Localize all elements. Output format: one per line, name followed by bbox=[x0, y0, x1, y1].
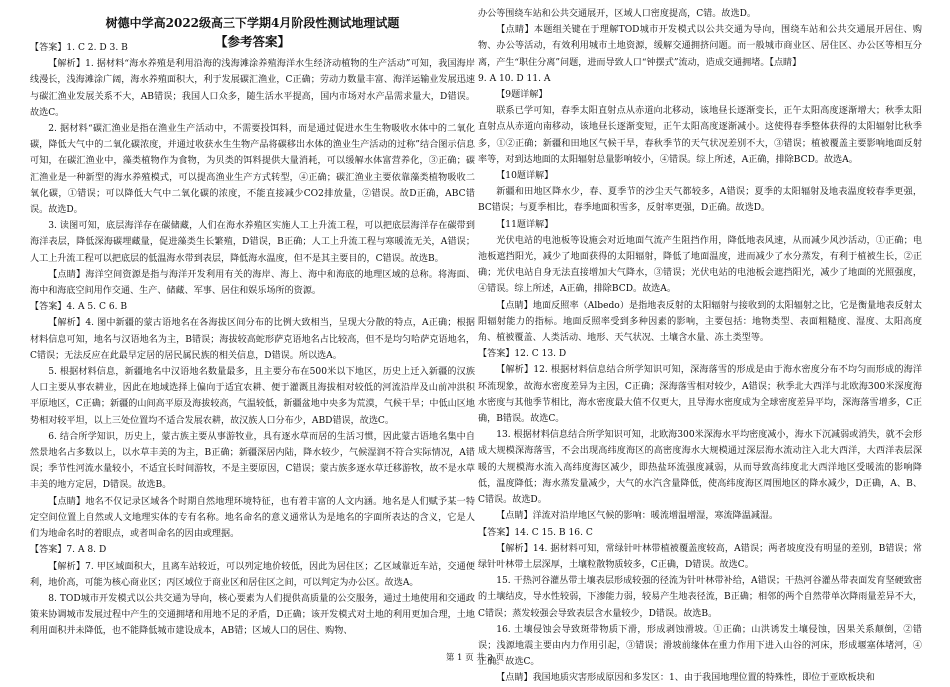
analysis-paragraph: 光伏电站的电池板等设施会对近地面气流产生阻挡作用，降低地表风速，从而减少风沙活动，①正确；电池板遮挡阳光，减少了地面获得的太阳辐射，降低了地面温度，进而减少了水分蒸发，有利于植被生长，②正确；光伏电站自身无法直接增加大气降水，③错误；光伏电站的电池板会遮挡阳光，减少了地面的光照强度，④错误。综上所述，A正确，排除BCD。故选A。 bbox=[478, 235, 922, 295]
tip-paragraph: 【点睛】海洋空间资源是指与海洋开发利用有关的海岸、海上、海中和海底的地理区域的总称。将海面、海中和海底空间用作交通、生产、储藏、军事、居住和娱乐场所的资源。 bbox=[30, 269, 475, 297]
section-heading: 【11题详解】 bbox=[496, 219, 554, 230]
analysis-paragraph: 【解析】12. 根据材料信息结合所学知识可知，深海落雪的形成是由于海水密度分布不均匀而形成的海洋环流现象，故海水密度差异为主因，C正确；深海落雪相对较少，A错误；秋季北大西洋与北欧海300米深度海水密度与其他季节相比，海水密度最大值不仅更大，且导海水密度成为全球密度差异平均，深海落雪增多，C正确，B错误。故选C。 bbox=[478, 365, 922, 425]
analysis-paragraph: 新疆和田地区降水少，春、夏季节的沙尘天气都较多，A错误；夏季的太阳辐射及地表温度较春季更强，BC错误；与夏季相比，春季地面积雪多，反射率更强，D正确。故选D。 bbox=[478, 187, 922, 214]
analysis-paragraph: 联系已学可知，春季太阳直射点从赤道向北移动，该地昼长逐渐变长，正午太阳高度逐渐增大；秋季太阳直射点从赤道向南移动，该地昼长逐渐变短，正午太阳高度逐渐减小。这使得春季整体获得的太阳辐射比秋季多，①②正确；新疆和田地区气候干旱，春秋季节的天气状况差别不大，③错误；植被覆盖主要影响地面反射率等，对到达地面的太阳辐射总量影响较小，④错误。综上所述，A正确，排除BCD。故选A。 bbox=[478, 106, 922, 165]
analysis-paragraph: 13. 根据材料信息结合所学知识可知，北欧海300米深海水平均密度减小，海水下沉减弱或消失，就不会形成大规模深海落雪，不会出现高纬度海区的高密度海水大规模通过深层海水流动注入北大西洋，大西洋表层深暖的大规模海水流入高纬度海区减少，即热盐环流强度减弱，从而导致高纬度北大西洋地区受暖流的影响降低，温度降低；海水蒸发量减少，大气的水汽含量降低，使高纬度海区周围地区的降水减少，D正确，A、B、C错误。故选D。 bbox=[478, 430, 922, 506]
answer-line: 9. A 10. D 11. A bbox=[478, 73, 551, 84]
analysis-paragraph: 【解析】14. 据材料可知，常绿针叶林带植被覆盖度较高，A错误；两者坡度没有明显的差别，B错误；常绿针叶林带土层深厚，土壤粒散物质较多，C正确，D错误。故选C。 bbox=[478, 543, 922, 570]
tip-paragraph: 【点睛】本题组关键在于理解TOD城市开发模式以公共交通为导向，围绕车站和公共交通展开居住、购物、办公等活动，有效利用城市土地资源，缓解交通拥挤问题。而一般城市商业区、居住区、办公区等相互分离，产生“职住分离”问题，进而导致人口“钟摆式”流动，造成交通拥堵。【点睛】 bbox=[478, 25, 922, 68]
section-heading: 【9题详解】 bbox=[496, 90, 548, 101]
analysis-paragraph: 2. 据材料“碳汇渔业是指在渔业生产活动中，不需要投饵料，而是通过促进水生生物吸收水体中的二氧化碳，降低大气中的二氧化碳浓度，并通过收获水生生物产品将碳移出水体的渔业生产活动的过称”结合图示信息可知，在碳汇渔业中，藻类植物作为食物，为贝类的饵料提供大量消耗，可以缓解水体富营养化，③正确；碳汇渔业是一种新型的海水养殖模式，可以提高渔业生产方式转型，④正确；碳汇渔业主要依靠藻类植物吸收二氧化碳，①错误；可以降低大气中二氧化碳的浓度，不能直接减少CO2排放量，②错误。故D正确，ABC错误。故选D。 bbox=[30, 124, 475, 216]
analysis-paragraph: 3. 读图可知，底层海洋存在碳储藏，人们在海水养殖区实施人工上升流工程，可以把底层海洋存在碳带到海洋表层，降低深海碳埋藏量，促进藻类生长繁殖，D错误，B正确；人工上升流工程与寒暖流无关，A错误；人工上升流工程可以把底层的低温海水带到表层，降低海水温度，但不是其主要目的，C错误。故选B。 bbox=[30, 221, 475, 264]
analysis-paragraph: 8. TOD城市开发模式以公共交通为导向，核心要素为人们提供高质量的公交服务，通过土地使用和交通政策来协调城市发展过程中产生的交通拥堵和用地不足的矛盾，D正确；该开发模式对土地的利用更加合理，土地利用面积并未降低，也不能降低城市建设成本，AB错；区域人口的居住、购物、 bbox=[30, 593, 475, 637]
tip-paragraph: 【点睛】地名不仅记录区域各个时期自然地理环境特征，也有着丰富的人文内涵。地名是人们赋予某一特定空间位置上自然或人文地理实体的专有名称。地名命名的意义通常认为是地名的字面所表达的含义，它是人们为地命名时的着眼点，或者叫命名的因由或理据。 bbox=[30, 496, 475, 540]
tip-paragraph: 【点睛】洋流对沿岸地区气候的影响：暖流增温增湿，寒流降温减湿。 bbox=[496, 511, 779, 522]
answer-line: 【答案】1. C 2. D 3. B bbox=[30, 43, 128, 53]
analysis-paragraph: 6. 结合所学知识，历史上，蒙古族主要从事游牧业，具有逐水草而居的生活习惯，因此蒙古语地名集中自然景地名占多数以上，以水草丰美的为主，B正确；新疆深居内陆，降水较少，气候湿润不符合实际情况，A错误；季节性河流水量较小，不适宜长时间游牧，不是主要原因，C错误；蒙古族多逐水草迁移游牧，故不是水草丰美的地方定居，D错误。故选B。 bbox=[30, 431, 475, 491]
right-column bbox=[478, 6, 922, 684]
analysis-paragraph: 5. 根据材料信息，新疆地名中汉语地名数量最多，且主要分布在500米以下地区，历史上迁入新疆的汉族人口主要从事农耕业，因此在地域选择上偏向于适宜农耕、便于灌溉且海拔相对较低的河流沿岸及山前冲洪积平原地区，C正确；新疆的山间高平原及海拔较高，气温较低，新疆盆地中央多为荒漠，气候干旱；中低山区地势相对较平坦，以上三处位置均不适合发展农耕，故汉族人口分布少，ABD错误，故选C。 bbox=[30, 367, 475, 426]
tip-paragraph: 【点睛】我国地质灾害形成原因和多发区：1、由于我国地理位置的特殊性，即位于亚欧板块和 bbox=[496, 673, 875, 684]
analysis-paragraph: 【解析】4. 图中新疆的蒙古语地名在各海拔区间分布的比例大致相当，呈现大分散的特点，A正确；根据材料信息可知，地名与汉语地名为主，B错误；海拔较高蛇形萨克语地名占比较高，但不是均匀哈萨克语地名，C错误；无法反应在此最早定居的居民属民族的相关信息，D错误。所以选A。 bbox=[30, 318, 475, 361]
page-footer: 第 1 页 共 2 页 bbox=[445, 653, 505, 663]
left-column bbox=[30, 40, 475, 640]
answer-line: 【答案】12. C 13. D bbox=[478, 349, 567, 360]
tip-paragraph: 【点睛】地面反照率（Albedo）是指地表反射的太阳辐射与接收到的太阳辐射之比，它是衡量地表反射太阳辐射能力的指标。地面反照率受到多种因素的影响，主要包括：地物类型、表面粗糙度、湿度、太阳高度角、植被覆盖、人类活动、地形、天气状况、土壤含水量、冻土类型等。 bbox=[478, 300, 922, 344]
answer-key-heading: 【参考答案】 bbox=[214, 34, 290, 49]
analysis-paragraph: 16. 土壤侵蚀会导致斑带物质下滑，形成剥蚀滑坡。①正确；山洪诱发土壤侵蚀，因果关系颠倒，②错误；浅源地震主要由内力作用引起，③错误；滑坡前缘体在重力作用下进入山谷的河床，形成堰塞体堵河，④正确。故选C。 bbox=[478, 624, 922, 668]
section-heading: 【10题详解】 bbox=[496, 171, 554, 182]
answer-line: 【答案】14. C 15. B 16. C bbox=[478, 527, 593, 538]
analysis-paragraph: 办公等围绕车站和公共交通展开，区域人口密度提高，C错。故选D。 bbox=[478, 9, 756, 19]
analysis-paragraph: 15. 干热河谷灌丛带土壤表层形成较强的径流为针叶林带补给，A错误；干热河谷灌丛带表面发育坚硬致密的土壤结皮，导水性较弱，下渗能力弱，较易产生地表径流，B正确；相邻的两个自然带单次降雨量差异不大，C错误；蒸发较强会导致表层含水量较少，D错误。故选B。 bbox=[478, 576, 922, 619]
analysis-paragraph: 【解析】7. 甲区域面积大，且离车站较近，可以列定地价较低，因此为居住区；乙区域靠近车站，交通便利，地价高，可能为核心商业区；丙区域位于商业区和居住区之间，可以判定为办公区。故选A。 bbox=[30, 561, 475, 588]
document-title: 树德中学高2022级高三下学期4月阶段性测试地理试题 bbox=[105, 16, 400, 30]
answer-line: 【答案】7. A 8. D bbox=[30, 545, 107, 556]
answer-line: 【答案】4. A 5. C 6. B bbox=[30, 302, 128, 313]
analysis-paragraph: 【解析】1. 据材料“海水养殖是利用沿海的浅海滩涂养殖海洋水生经济动植物的生产活动”可知，我国海岸线漫长，浅海滩涂广阔，海水养殖面积大，利于发展碳汇渔业，C正确；劳动力数量丰富、海洋运输业发展迅速与碳汇渔业发展关系不大，AB错误；我国人口众多，随生活水平提高，国内市场对水产品需求量大，D错误。故选C。 bbox=[30, 59, 475, 118]
